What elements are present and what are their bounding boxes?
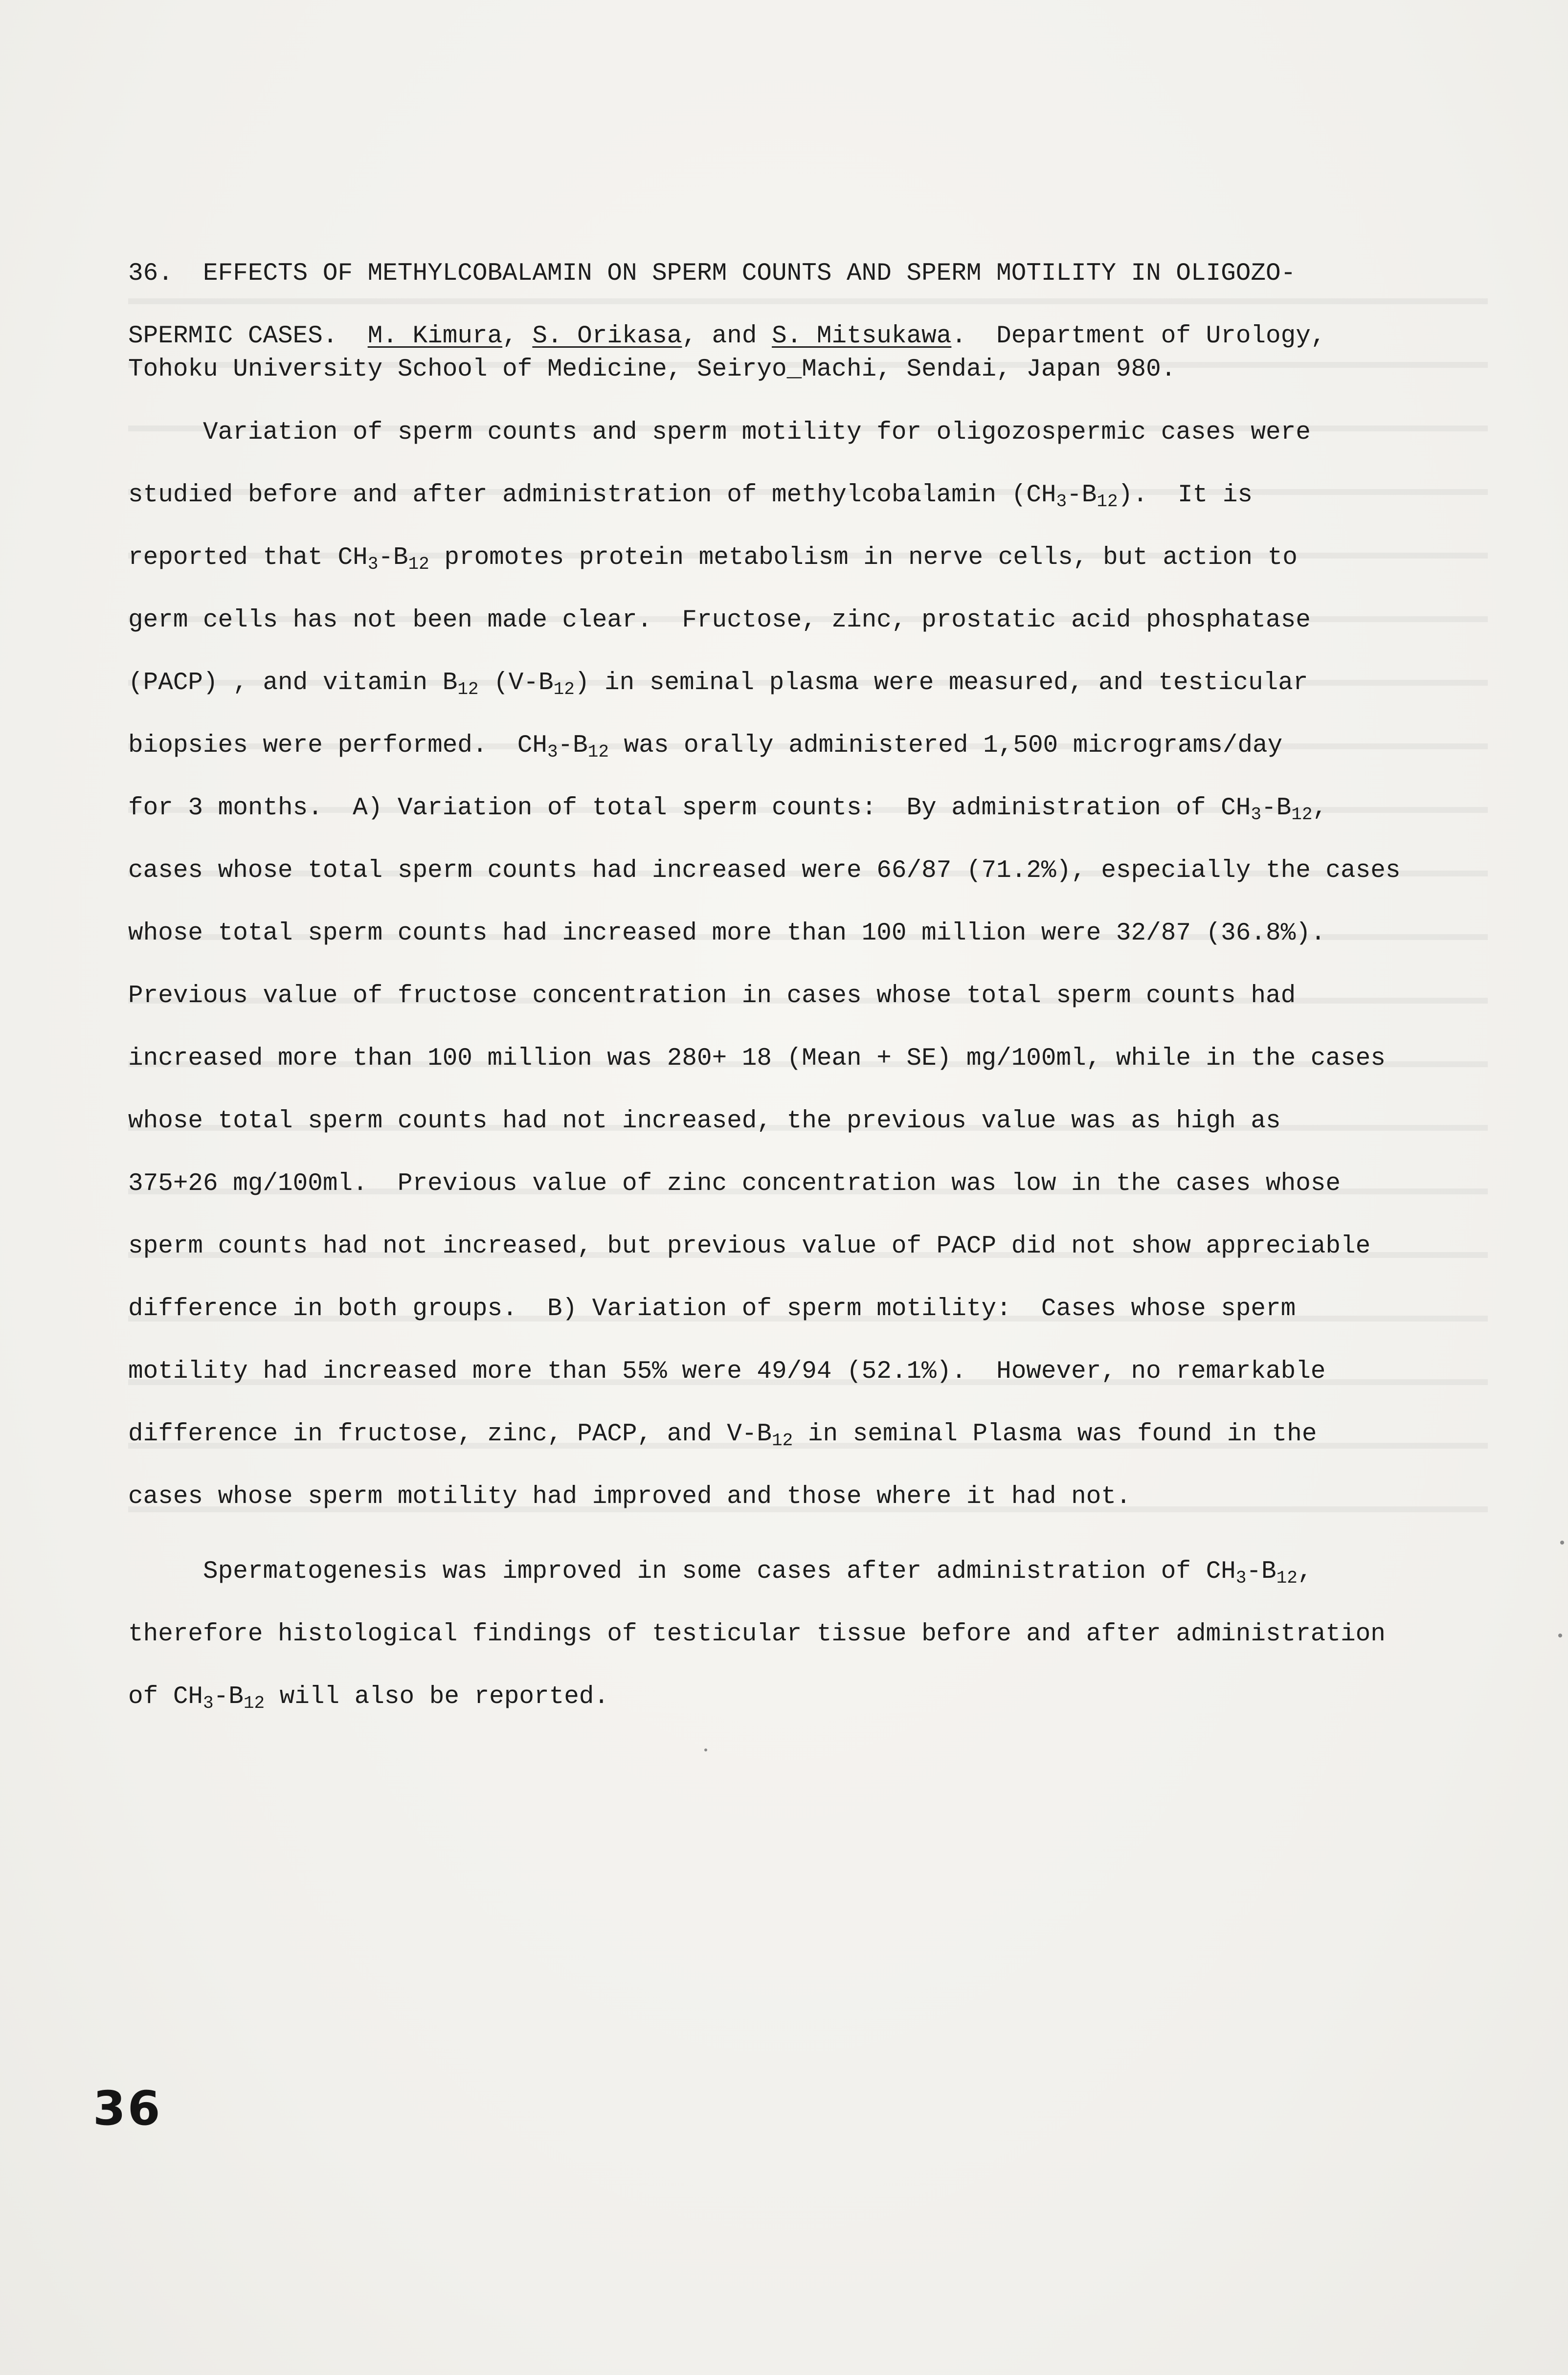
heading-line-3: Tohoku University School of Medicine, Seiryo_Machi, Sendai, Japan 980. (128, 356, 1176, 383)
paragraph1-line: sperm counts had not increased, but previous value of PACP did not show appreciable (128, 1232, 1371, 1260)
paragraph1-line: motility had increased more than 55% were 49/94 (52.1%). However, no remarkable (128, 1358, 1326, 1386)
author-orikasa: S. Orikasa (532, 322, 682, 350)
author-separator-1: , (502, 322, 533, 350)
paragraph1-line: studied before and after administration of methylcobalamin $(CH_3-B_{12})$. It is (128, 481, 1253, 512)
author-mitsukawa: S. Mitsukawa (772, 322, 952, 350)
paragraph1-line: difference in fructose, zinc, PACP, and $V-B_{12}$ in seminal Plasma was found in the (128, 1420, 1317, 1451)
paragraph1-line: cases whose total sperm counts had increased were 66/87 (71.2%), especially the cases (128, 857, 1401, 885)
paragraph2-line: therefore histological findings of testicular tissue before and after administration (128, 1620, 1386, 1648)
author-kimura: M. Kimura (367, 322, 503, 350)
heading-line-1: 36. EFFECTS OF METHYLCOBALAMIN ON SPERM COUNTS AND SPERM MOTILITY IN OLIGOZO- (128, 260, 1296, 288)
affiliation-department: . Department of Urology, (951, 322, 1326, 350)
paragraph2-line: Spermatogenesis was improved in some cases after administration of $CH_3-B_{12}$, (128, 1558, 1313, 1588)
paragraph1-line: Variation of sperm counts and sperm motility for oligozospermic cases were (128, 419, 1311, 447)
paragraph1-line: germ cells has not been made clear. Fructose, zinc, prostatic acid phosphatase (128, 606, 1311, 634)
paragraph1-line: cases whose sperm motility had improved and those where it had not. (128, 1483, 1131, 1511)
heading-line-2 (128, 322, 1325, 351)
speck-mark (1558, 1634, 1562, 1637)
paragraph1-line: reported that $CH_3-B_{12}$ promotes protein metabolism in nerve cells, but action to (128, 544, 1298, 574)
paragraph1-line: Previous value of fructose concentration in cases whose total sperm counts had (128, 982, 1296, 1010)
speck-mark (1560, 1541, 1564, 1545)
heading-title-end: SPERMIC CASES. (128, 322, 368, 350)
paragraph2-line: of $CH_3-B_{12}$ will also be reported. (128, 1683, 609, 1713)
paragraph1-line: (PACP) , and vitamin $B_{12}$ $(V-B_{12})$ in seminal plasma were measured, and testicular (128, 669, 1308, 699)
paragraph1-line: difference in both groups. B) Variation of sperm motility: Cases whose sperm (128, 1295, 1296, 1323)
author-separator-2: , and (682, 322, 772, 350)
paragraph1-line: whose total sperm counts had not increased, the previous value was as high as (128, 1107, 1281, 1135)
paragraph1-line: for 3 months. A) Variation of total sperm counts: By administration of $CH_3-B_{12}$, (128, 794, 1328, 825)
speck-mark (704, 1748, 707, 1751)
paragraph1-line: increased more than 100 million was 280+ 18 (Mean + SE) mg/100ml, while in the cases (128, 1045, 1386, 1073)
paragraph1-line: biopsies were performed. $CH_3-B_{12}$ was orally administered 1,500 micrograms/day (128, 732, 1283, 762)
paragraph1-line: 375+26 mg/100ml. Previous value of zinc concentration was low in the cases whose (128, 1170, 1341, 1198)
page-number: 36 (93, 2081, 162, 2136)
paragraph1-line: whose total sperm counts had increased more than 100 million were 32/87 (36.8%). (128, 919, 1326, 947)
